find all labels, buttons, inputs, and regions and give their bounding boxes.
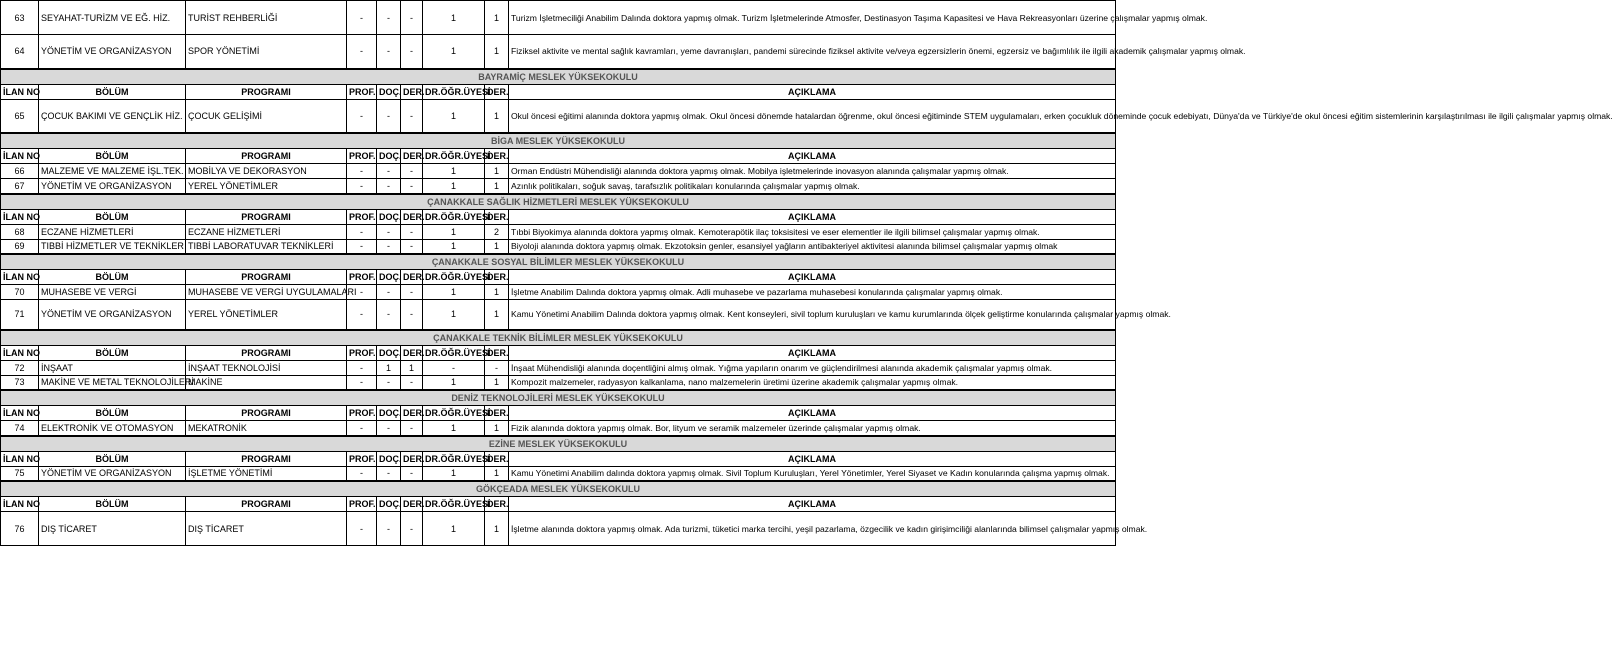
column-header-ilan-no: İLAN NO: [1, 497, 39, 512]
bolum-cell: SEYAHAT-TURİZM VE EĞ. HİZ.: [39, 1, 186, 35]
bolum-cell: ELEKTRONİK VE OTOMASYON: [39, 421, 186, 436]
doc-cell: -: [377, 239, 401, 254]
der-cell: -: [401, 164, 423, 179]
dr-ogr-uyesi-cell: 1: [423, 99, 485, 133]
program-cell: YEREL YÖNETİMLER: [186, 179, 347, 194]
der-count-cell: 1: [485, 300, 509, 330]
column-header-programi: PROGRAMI: [186, 84, 347, 99]
section-title: ÇANAKKALE TEKNİK BİLİMLER MESLEK YÜKSEKOKULU: [1, 330, 1116, 346]
doc-cell: -: [377, 421, 401, 436]
der-count-cell: 1: [485, 421, 509, 436]
column-header-row: [1, 149, 1116, 164]
program-cell: TURİST REHBERLİĞİ: [186, 1, 347, 35]
der-count-cell: -: [485, 360, 509, 375]
ilan-no-cell: 73: [1, 375, 39, 390]
program-cell: ECZANE HİZMETLERİ: [186, 224, 347, 239]
doc-cell: 1: [377, 360, 401, 375]
der-cell: 1: [401, 360, 423, 375]
dr-ogr-uyesi-cell: 1: [423, 1, 485, 35]
column-header-dr: DR.ÖĞR.ÜYESİ: [423, 406, 485, 421]
column-header-ilan-no: İLAN NO: [1, 406, 39, 421]
column-header-ilan-no: İLAN NO: [1, 451, 39, 466]
doc-cell: -: [377, 1, 401, 35]
column-header-der: DER.: [401, 406, 423, 421]
program-cell: ÇOCUK GELİŞİMİ: [186, 99, 347, 133]
table-row: [1, 375, 1116, 390]
column-header-der2: DER.: [485, 406, 509, 421]
column-header-dr: DR.ÖĞR.ÜYESİ: [423, 497, 485, 512]
column-header-aciklama: AÇIKLAMA: [509, 497, 1116, 512]
dr-ogr-uyesi-cell: 1: [423, 35, 485, 69]
column-header-programi: PROGRAMI: [186, 149, 347, 164]
prof-cell: -: [347, 300, 377, 330]
doc-cell: -: [377, 164, 401, 179]
column-header-aciklama: AÇIKLAMA: [509, 451, 1116, 466]
table-row: [1, 239, 1116, 254]
der-cell: -: [401, 512, 423, 546]
der-count-cell: 1: [485, 179, 509, 194]
column-header-programi: PROGRAMI: [186, 451, 347, 466]
table-row: [1, 224, 1116, 239]
der-cell: -: [401, 421, 423, 436]
prof-cell: -: [347, 99, 377, 133]
der-cell: -: [401, 1, 423, 35]
aciklama-cell: Fizik alanında doktora yapmış olmak. Bor, lityum ve seramik malzemeler üzerinde çalışmalar yapmış olmak.: [509, 421, 1116, 436]
program-cell: YEREL YÖNETİMLER: [186, 300, 347, 330]
column-header-doc: DOÇ.: [377, 345, 401, 360]
column-header-bolum: BÖLÜM: [39, 270, 186, 285]
dr-ogr-uyesi-cell: 1: [423, 224, 485, 239]
aciklama-cell: Fiziksel aktivite ve mental sağlık kavramları, yeme davranışları, pandemi sürecinde fiziksel aktivite ve/veya egzersizlerin önemi, egzersiz ve bağımlılık ile ilgili akademik çalışmalar yapmış olmak.: [509, 35, 1116, 69]
column-header-der2: DER.: [485, 84, 509, 99]
program-cell: MAKİNE: [186, 375, 347, 390]
column-header-bolum: BÖLÜM: [39, 406, 186, 421]
program-cell: TIBBİ LABORATUVAR TEKNİKLERİ: [186, 239, 347, 254]
aciklama-cell: Turizm İşletmeciliği Anabilim Dalında doktora yapmış olmak. Turizm İşletmelerinde Atmosfer, Destinasyon Taşıma Kapasitesi ve Hava Rekreasyonları üzerine çalışmalar yapmış olmak.: [509, 1, 1116, 35]
table-row: [1, 512, 1116, 546]
prof-cell: -: [347, 421, 377, 436]
program-cell: MEKATRONİK: [186, 421, 347, 436]
bolum-cell: DIŞ TİCARET: [39, 512, 186, 546]
aciklama-cell: Kamu Yönetimi Anabilim Dalında doktora yapmış olmak. Kent konseyleri, sivil toplum kuruluşları ve kamu kurumlarında ölçek geliştirme konularında çalışmalar yapmış olmak.: [509, 300, 1116, 330]
der-count-cell: 1: [485, 512, 509, 546]
table-body: [1, 1, 1613, 546]
bolum-cell: MUHASEBE VE VERGİ: [39, 285, 186, 300]
column-header-prof: PROF.: [347, 406, 377, 421]
column-header-aciklama: AÇIKLAMA: [509, 149, 1116, 164]
section-title: ÇANAKKALE SAĞLIK HİZMETLERİ MESLEK YÜKSEKOKULU: [1, 194, 1116, 210]
dr-ogr-uyesi-cell: 1: [423, 285, 485, 300]
column-header-doc: DOÇ.: [377, 497, 401, 512]
column-header-row: [1, 406, 1116, 421]
column-header-der2: DER.: [485, 270, 509, 285]
column-header-bolum: BÖLÜM: [39, 84, 186, 99]
table-row: [1, 421, 1116, 436]
aciklama-cell: Okul öncesi eğitimi alanında doktora yapmış olmak. Okul öncesi dönemde hatalardan öğrenme, okul öncesi eğitiminde STEM uygulamaları, erken çocukluk döneminde çocuk edebiyatı, Dünya'da ve Türkiye'de okul öncesi eğitim sistemlerinin karşılaştırılması ile ilgili çalışmalar yapmış olmak.: [509, 99, 1116, 133]
prof-cell: -: [347, 179, 377, 194]
der-cell: -: [401, 285, 423, 300]
section-title-row: [1, 330, 1116, 346]
prof-cell: -: [347, 375, 377, 390]
column-header-programi: PROGRAMI: [186, 345, 347, 360]
column-header-bolum: BÖLÜM: [39, 497, 186, 512]
table-row: [1, 1, 1116, 35]
ilan-no-cell: 75: [1, 466, 39, 481]
program-cell: DIŞ TİCARET: [186, 512, 347, 546]
column-header-aciklama: AÇIKLAMA: [509, 84, 1116, 99]
column-header-der2: DER.: [485, 345, 509, 360]
column-header-row: [1, 451, 1116, 466]
column-header-aciklama: AÇIKLAMA: [509, 209, 1116, 224]
ilan-no-cell: 64: [1, 35, 39, 69]
bolum-cell: İNŞAAT: [39, 360, 186, 375]
column-header-prof: PROF.: [347, 497, 377, 512]
column-header-ilan-no: İLAN NO: [1, 209, 39, 224]
der-cell: -: [401, 300, 423, 330]
doc-cell: -: [377, 224, 401, 239]
column-header-row: [1, 209, 1116, 224]
table-row: [1, 35, 1116, 69]
column-header-prof: PROF.: [347, 149, 377, 164]
column-header-programi: PROGRAMI: [186, 209, 347, 224]
column-header-der2: DER.: [485, 451, 509, 466]
der-count-cell: 1: [485, 375, 509, 390]
column-header-der: DER.: [401, 497, 423, 512]
column-header-bolum: BÖLÜM: [39, 149, 186, 164]
der-count-cell: 1: [485, 99, 509, 133]
der-count-cell: 2: [485, 224, 509, 239]
column-header-doc: DOÇ.: [377, 149, 401, 164]
dr-ogr-uyesi-cell: -: [423, 360, 485, 375]
table-row: [1, 164, 1116, 179]
column-header-aciklama: AÇIKLAMA: [509, 345, 1116, 360]
prof-cell: -: [347, 239, 377, 254]
column-header-der2: DER.: [485, 149, 509, 164]
der-count-cell: 1: [485, 239, 509, 254]
section-title: BİGA MESLEK YÜKSEKOKULU: [1, 133, 1116, 149]
bolum-cell: ECZANE HİZMETLERİ: [39, 224, 186, 239]
column-header-programi: PROGRAMI: [186, 497, 347, 512]
column-header-dr: DR.ÖĞR.ÜYESİ: [423, 209, 485, 224]
doc-cell: -: [377, 300, 401, 330]
program-cell: İŞLETME YÖNETİMİ: [186, 466, 347, 481]
aciklama-cell: Azınlık politikaları, soğuk savaş, tarafsızlık politikaları konularında çalışmalar yapmış olmak.: [509, 179, 1116, 194]
section-title: ÇANAKKALE SOSYAL BİLİMLER MESLEK YÜKSEKOKULU: [1, 254, 1116, 270]
prof-cell: -: [347, 466, 377, 481]
bolum-cell: YÖNETİM VE ORGANİZASYON: [39, 179, 186, 194]
column-header-doc: DOÇ.: [377, 451, 401, 466]
der-cell: -: [401, 224, 423, 239]
aciklama-cell: İşletme Anabilim Dalında doktora yapmış olmak. Adli muhasebe ve pazarlama muhasebesi konularında çalışmalar yapmış olmak.: [509, 285, 1116, 300]
column-header-der2: DER.: [485, 209, 509, 224]
dr-ogr-uyesi-cell: 1: [423, 300, 485, 330]
section-title-row: [1, 436, 1116, 452]
doc-cell: -: [377, 466, 401, 481]
der-count-cell: 1: [485, 285, 509, 300]
der-count-cell: 1: [485, 35, 509, 69]
column-header-dr: DR.ÖĞR.ÜYESİ: [423, 149, 485, 164]
bolum-cell: ÇOCUK BAKIMI VE GENÇLİK HİZ.: [39, 99, 186, 133]
column-header-row: [1, 270, 1116, 285]
program-cell: İNŞAAT TEKNOLOJİSİ: [186, 360, 347, 375]
prof-cell: -: [347, 224, 377, 239]
bolum-cell: YÖNETİM VE ORGANİZASYON: [39, 35, 186, 69]
ilan-no-cell: 76: [1, 512, 39, 546]
program-cell: SPOR YÖNETİMİ: [186, 35, 347, 69]
column-header-programi: PROGRAMI: [186, 270, 347, 285]
table-row: [1, 300, 1116, 330]
program-cell: MOBİLYA VE DEKORASYON: [186, 164, 347, 179]
column-header-bolum: BÖLÜM: [39, 345, 186, 360]
column-header-prof: PROF.: [347, 209, 377, 224]
table-row: [1, 179, 1116, 194]
bolum-cell: MALZEME VE MALZEME İŞL.TEK.: [39, 164, 186, 179]
ilan-no-cell: 71: [1, 300, 39, 330]
aciklama-cell: Kamu Yönetimi Anabilim dalında doktora yapmış olmak. Sivil Toplum Kuruluşları, Yerel Yönetimler, Yerel Siyaset ve Kadın konularında çalışma yapmış olmak.: [509, 466, 1116, 481]
doc-cell: -: [377, 99, 401, 133]
prof-cell: -: [347, 360, 377, 375]
prof-cell: -: [347, 35, 377, 69]
dr-ogr-uyesi-cell: 1: [423, 375, 485, 390]
section-title: BAYRAMİÇ MESLEK YÜKSEKOKULU: [1, 69, 1116, 85]
program-cell: MUHASEBE VE VERGİ UYGULAMALARI: [186, 285, 347, 300]
ilan-no-cell: 69: [1, 239, 39, 254]
der-cell: -: [401, 99, 423, 133]
column-header-doc: DOÇ.: [377, 84, 401, 99]
aciklama-cell: Biyoloji alanında doktora yapmış olmak. Ekzotoksin genler, esansiyel yağların antibakteriyel aktivitesi alanında bilimsel çalışmalar yapmış olmak: [509, 239, 1116, 254]
section-title-row: [1, 481, 1116, 497]
table-row: [1, 99, 1116, 133]
dr-ogr-uyesi-cell: 1: [423, 164, 485, 179]
column-header-doc: DOÇ.: [377, 209, 401, 224]
column-header-doc: DOÇ.: [377, 406, 401, 421]
section-title: DENİZ TEKNOLOJİLERİ MESLEK YÜKSEKOKULU: [1, 390, 1116, 406]
column-header-der: DER.: [401, 270, 423, 285]
column-header-dr: DR.ÖĞR.ÜYESİ: [423, 270, 485, 285]
ilan-no-cell: 66: [1, 164, 39, 179]
section-title: EZİNE MESLEK YÜKSEKOKULU: [1, 436, 1116, 452]
prof-cell: -: [347, 285, 377, 300]
prof-cell: -: [347, 164, 377, 179]
aciklama-cell: Tıbbi Biyokimya alanında doktora yapmış olmak. Kemoterapötik ilaç toksisitesi ve eser elementler ile ilgili bilimsel çalışmalar yapmış olmak.: [509, 224, 1116, 239]
doc-cell: -: [377, 512, 401, 546]
column-header-der: DER.: [401, 345, 423, 360]
column-header-doc: DOÇ.: [377, 270, 401, 285]
doc-cell: -: [377, 179, 401, 194]
der-cell: -: [401, 179, 423, 194]
dr-ogr-uyesi-cell: 1: [423, 179, 485, 194]
aciklama-cell: İşletme alanında doktora yapmış olmak. Ada turizmi, tüketici marka tercihi, yeşil pazarlama, özgecilik ve kadın girişimciliği alanlarında bilimsel çalışmalar yapmış olmak.: [509, 512, 1116, 546]
bolum-cell: MAKİNE VE METAL TEKNOLOJİLERİ: [39, 375, 186, 390]
section-title-row: [1, 133, 1116, 149]
prof-cell: -: [347, 1, 377, 35]
column-header-prof: PROF.: [347, 345, 377, 360]
column-header-bolum: BÖLÜM: [39, 209, 186, 224]
column-header-aciklama: AÇIKLAMA: [509, 270, 1116, 285]
column-header-bolum: BÖLÜM: [39, 451, 186, 466]
column-header-der: DER.: [401, 451, 423, 466]
column-header-der: DER.: [401, 209, 423, 224]
column-header-dr: DR.ÖĞR.ÜYESİ: [423, 451, 485, 466]
doc-cell: -: [377, 375, 401, 390]
prof-cell: -: [347, 512, 377, 546]
ilan-no-cell: 72: [1, 360, 39, 375]
section-title-row: [1, 254, 1116, 270]
column-header-prof: PROF.: [347, 270, 377, 285]
ilan-no-cell: 68: [1, 224, 39, 239]
dr-ogr-uyesi-cell: 1: [423, 421, 485, 436]
column-header-prof: PROF.: [347, 84, 377, 99]
column-header-der: DER.: [401, 84, 423, 99]
der-cell: -: [401, 375, 423, 390]
der-count-cell: 1: [485, 1, 509, 35]
der-count-cell: 1: [485, 466, 509, 481]
ilan-no-cell: 67: [1, 179, 39, 194]
dr-ogr-uyesi-cell: 1: [423, 466, 485, 481]
der-cell: -: [401, 35, 423, 69]
column-header-aciklama: AÇIKLAMA: [509, 406, 1116, 421]
column-header-ilan-no: İLAN NO: [1, 84, 39, 99]
der-count-cell: 1: [485, 164, 509, 179]
column-header-row: [1, 497, 1116, 512]
column-header-dr: DR.ÖĞR.ÜYESİ: [423, 84, 485, 99]
section-title-row: [1, 390, 1116, 406]
column-header-prof: PROF.: [347, 451, 377, 466]
bolum-cell: YÖNETİM VE ORGANİZASYON: [39, 300, 186, 330]
ilan-no-cell: 74: [1, 421, 39, 436]
column-header-der: DER.: [401, 149, 423, 164]
ilan-no-cell: 63: [1, 1, 39, 35]
column-header-row: [1, 345, 1116, 360]
aciklama-cell: Orman Endüstri Mühendisliği alanında doktora yapmış olmak. Mobilya işletmelerinde inovasyon alanında çalışmalar yapmış olmak.: [509, 164, 1116, 179]
column-header-ilan-no: İLAN NO: [1, 149, 39, 164]
bolum-cell: YÖNETİM VE ORGANİZASYON: [39, 466, 186, 481]
der-cell: -: [401, 239, 423, 254]
table-row: [1, 285, 1116, 300]
table-row: [1, 466, 1116, 481]
doc-cell: -: [377, 35, 401, 69]
table-row: [1, 360, 1116, 375]
section-title-row: [1, 194, 1116, 210]
doc-cell: -: [377, 285, 401, 300]
section-title-row: [1, 69, 1116, 85]
aciklama-cell: İnşaat Mühendisliği alanında doçentliğini almış olmak. Yığma yapıların onarım ve güçlendirilmesi alanında akademik çalışmalar yapmış olmak.: [509, 360, 1116, 375]
column-header-ilan-no: İLAN NO: [1, 345, 39, 360]
dr-ogr-uyesi-cell: 1: [423, 512, 485, 546]
column-header-dr: DR.ÖĞR.ÜYESİ: [423, 345, 485, 360]
column-header-der2: DER.: [485, 497, 509, 512]
ilan-no-cell: 65: [1, 99, 39, 133]
column-header-row: [1, 84, 1116, 99]
ilan-no-cell: 70: [1, 285, 39, 300]
der-cell: -: [401, 466, 423, 481]
bolum-cell: TIBBİ HİZMETLER VE TEKNİKLER: [39, 239, 186, 254]
dr-ogr-uyesi-cell: 1: [423, 239, 485, 254]
column-header-programi: PROGRAMI: [186, 406, 347, 421]
column-header-ilan-no: İLAN NO: [1, 270, 39, 285]
section-title: GÖKÇEADA MESLEK YÜKSEKOKULU: [1, 481, 1116, 497]
aciklama-cell: Kompozit malzemeler, radyasyon kalkanlama, nano malzemelerin üretimi üzerine akademik çalışmalar yapmış olmak.: [509, 375, 1116, 390]
